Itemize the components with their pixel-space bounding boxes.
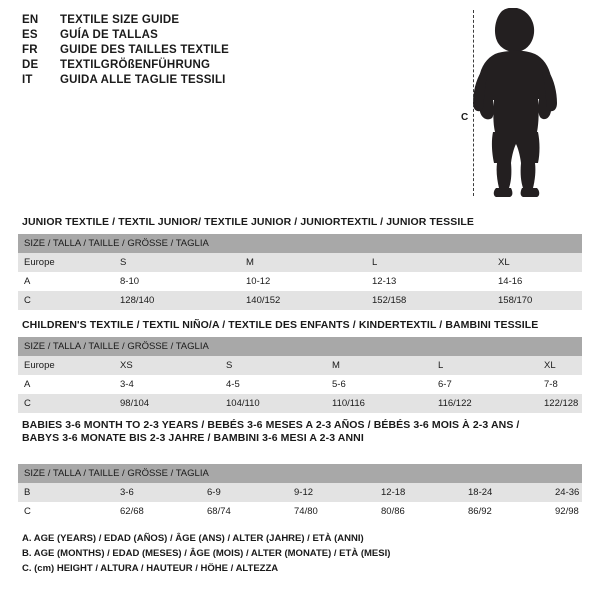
cell: S — [220, 356, 326, 375]
column-header-size: SIZE / TALLA / TAILLE / GRÖSSE / TAGLIA — [18, 234, 582, 253]
cell: M — [326, 356, 432, 375]
cell: 80/86 — [375, 502, 462, 521]
cell: 8-10 — [114, 272, 240, 291]
table-row — [18, 483, 582, 502]
table-row — [18, 291, 582, 310]
table-header-row — [18, 337, 582, 356]
height-measure-label: C — [461, 112, 469, 123]
header-row — [22, 74, 422, 86]
cell: 86/92 — [462, 502, 549, 521]
cell: 24-36 — [549, 483, 582, 502]
cell: 152/158 — [366, 291, 492, 310]
cell: XL — [538, 356, 582, 375]
cell: 3-6 — [114, 483, 201, 502]
cell: 6-9 — [201, 483, 288, 502]
row-label: C — [18, 394, 114, 413]
table-row — [18, 356, 582, 375]
cell: 68/74 — [201, 502, 288, 521]
cell: 12-13 — [366, 272, 492, 291]
cell: 14-16 — [492, 272, 582, 291]
cell: 5-6 — [326, 375, 432, 394]
section-title-babies-line2: BABYS 3-6 MONATE BIS 2-3 JAHRE / BAMBINI 3-6 MESI A 2-3 ANNI — [22, 432, 364, 444]
cell: 3-4 — [114, 375, 220, 394]
section-title-babies-line1: BABIES 3-6 MONTH TO 2-3 YEARS / BEBÉS 3-6 MESES A 2-3 AÑOS / BÉBÉS 3-6 MOIS À 2-3 ANS / — [22, 419, 520, 431]
child-silhouette-icon — [455, 8, 585, 203]
cell: 104/110 — [220, 394, 326, 413]
table-row — [18, 502, 582, 521]
header-row — [22, 14, 422, 26]
row-label: A — [18, 375, 114, 394]
cell: 74/80 — [288, 502, 375, 521]
babies-size-table — [18, 464, 582, 521]
cell: 122/128 — [538, 394, 582, 413]
cell: 9-12 — [288, 483, 375, 502]
child-silhouette-figure — [455, 8, 585, 203]
footnote-c: C. (cm) HEIGHT / ALTURA / HAUTEUR / HÖHE / ALTEZZA — [22, 563, 279, 574]
cell: 116/122 — [432, 394, 538, 413]
cell: L — [432, 356, 538, 375]
header-title-en: TEXTILE SIZE GUIDE — [60, 14, 180, 26]
header-title-es: GUÍA DE TALLAS — [60, 29, 158, 41]
height-measure-dashed-line — [473, 10, 474, 196]
header-row — [22, 44, 422, 56]
row-label: A — [18, 272, 114, 291]
cell: 4-5 — [220, 375, 326, 394]
cell: S — [114, 253, 240, 272]
section-title-babies — [22, 419, 519, 445]
row-label: B — [18, 483, 114, 502]
cell: 62/68 — [114, 502, 201, 521]
row-label: Europe — [18, 356, 114, 375]
header-title-fr: GUIDE DES TAILLES TEXTILE — [60, 44, 229, 56]
cell: 158/170 — [492, 291, 582, 310]
cell: L — [366, 253, 492, 272]
cell: 12-18 — [375, 483, 462, 502]
header-block — [22, 14, 422, 89]
language-code-de: DE — [22, 59, 39, 71]
cell: 92/98 — [549, 502, 582, 521]
header-row — [22, 59, 422, 71]
cell: 7-8 — [538, 375, 582, 394]
table-row — [18, 272, 582, 291]
cell: XL — [492, 253, 582, 272]
section-title-junior: JUNIOR TEXTILE / TEXTIL JUNIOR/ TEXTILE JUNIOR / JUNIORTEXTIL / JUNIOR TESSILE — [22, 216, 474, 228]
language-code-it: IT — [22, 74, 33, 86]
cell: 10-12 — [240, 272, 366, 291]
cell: 6-7 — [432, 375, 538, 394]
table-row — [18, 253, 582, 272]
row-label: C — [18, 502, 114, 521]
table-row — [18, 375, 582, 394]
children-size-table — [18, 337, 582, 413]
cell: 140/152 — [240, 291, 366, 310]
junior-size-table — [18, 234, 582, 310]
header-title-it: GUIDA ALLE TAGLIE TESSILI — [60, 74, 226, 86]
cell: 18-24 — [462, 483, 549, 502]
section-title-children: CHILDREN'S TEXTILE / TEXTIL NIÑO/A / TEXTILE DES ENFANTS / KINDERTEXTIL / BAMBINI TESSILE — [22, 319, 539, 331]
table-header-row — [18, 464, 582, 483]
cell: XS — [114, 356, 220, 375]
header-title-de: TEXTILGRÖßENFÜHRUNG — [60, 59, 211, 71]
cell: 110/116 — [326, 394, 432, 413]
footnote-a: A. AGE (YEARS) / EDAD (AÑOS) / ÂGE (ANS) / ALTER (JAHRE) / ETÀ (ANNI) — [22, 533, 364, 544]
column-header-size: SIZE / TALLA / TAILLE / GRÖSSE / TAGLIA — [18, 337, 582, 356]
table-header-row — [18, 234, 582, 253]
footnote-b: B. AGE (MONTHS) / EDAD (MESES) / ÂGE (MOIS) / ALTER (MONATE) / ETÀ (MESI) — [22, 548, 391, 559]
language-code-en: EN — [22, 14, 39, 26]
column-header-size: SIZE / TALLA / TAILLE / GRÖSSE / TAGLIA — [18, 464, 582, 483]
language-code-es: ES — [22, 29, 38, 41]
row-label: Europe — [18, 253, 114, 272]
row-label: C — [18, 291, 114, 310]
header-row — [22, 29, 422, 41]
cell: 98/104 — [114, 394, 220, 413]
cell: M — [240, 253, 366, 272]
table-row — [18, 394, 582, 413]
footnotes-block — [22, 531, 390, 576]
cell: 128/140 — [114, 291, 240, 310]
language-code-fr: FR — [22, 44, 38, 56]
